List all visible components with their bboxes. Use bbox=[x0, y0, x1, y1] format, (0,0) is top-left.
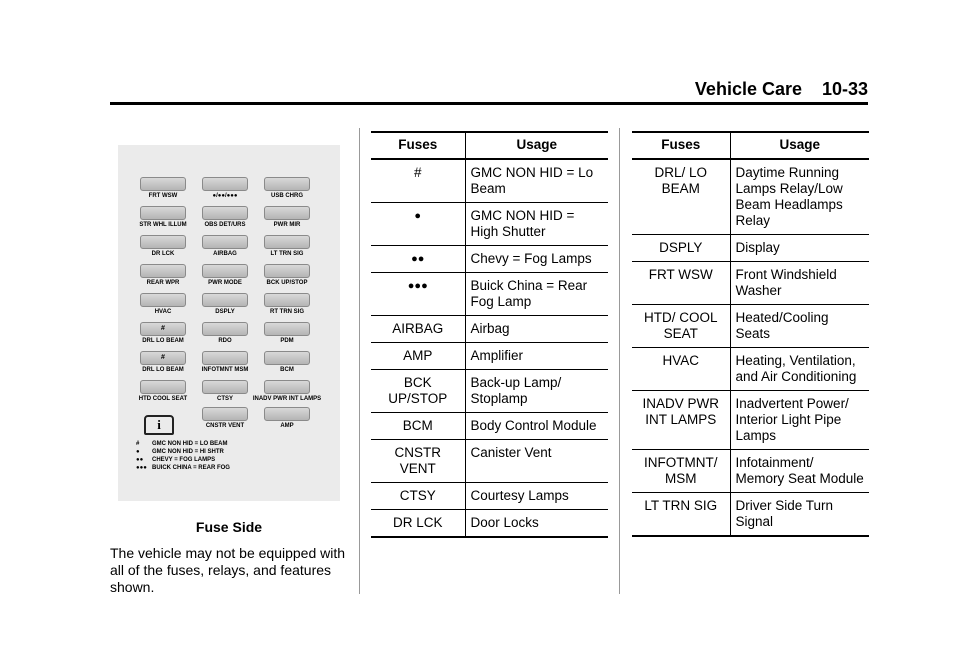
fuse-slot-label: INADV PWR INT LAMPS bbox=[252, 396, 322, 402]
fuse-slot-label: HVAC bbox=[154, 309, 172, 315]
fuse-usage-cell: Infotainment/ Memory Seat Module bbox=[730, 450, 869, 493]
fuse-slot: # bbox=[140, 322, 186, 336]
fuse-slot-label: OBS DET/URS bbox=[204, 222, 246, 228]
fuse-slot-label: USB CHRG bbox=[270, 193, 303, 199]
fuse-usage-cell: GMC NON HID = High Shutter bbox=[465, 203, 608, 246]
fuse-name-cell: FRT WSW bbox=[632, 262, 730, 305]
legend-symbol: ●● bbox=[136, 457, 144, 463]
fuse-slot-label: REAR WPR bbox=[146, 280, 180, 286]
fuse-slot-label: DSPLY bbox=[215, 309, 235, 315]
legend-row bbox=[136, 456, 230, 464]
fuse-slot bbox=[264, 351, 310, 365]
fuse-slot bbox=[140, 235, 186, 249]
fuse-slot-label: BCM bbox=[280, 367, 294, 373]
fuse-usage-cell: Chevy = Fog Lamps bbox=[465, 246, 608, 273]
fuse-slot bbox=[202, 264, 248, 278]
fuse-slot-label: ●/●●/●●● bbox=[212, 193, 238, 199]
fuse-usage-cell: Heated/Cooling Seats bbox=[730, 305, 869, 348]
legend-symbol: ● bbox=[136, 449, 140, 455]
fuse-slot-label: RDO bbox=[218, 338, 232, 344]
fuse-name-cell: AMP bbox=[371, 343, 465, 370]
fuse-usage-cell: Display bbox=[730, 235, 869, 262]
table-row bbox=[371, 273, 608, 316]
table2-header-usage: Usage bbox=[730, 132, 869, 159]
fuse-slot bbox=[140, 380, 186, 394]
table-row bbox=[632, 235, 869, 262]
fuse-name-cell: # bbox=[371, 159, 465, 203]
fuse-usage-cell: Front Windshield Washer bbox=[730, 262, 869, 305]
fuse-name-cell: HVAC bbox=[632, 348, 730, 391]
fuse-usage-cell: Canister Vent bbox=[465, 440, 608, 483]
fuse-usage-cell: Courtesy Lamps bbox=[465, 483, 608, 510]
diagram-caption: Fuse Side bbox=[195, 519, 263, 535]
fuse-usage-cell: Daytime Running Lamps Relay/Low Beam Headlamps Relay bbox=[730, 159, 869, 235]
fuse-table-1 bbox=[371, 131, 608, 538]
page-number: 10-33 bbox=[821, 79, 868, 99]
fuse-usage-cell: Amplifier bbox=[465, 343, 608, 370]
fuse-name-cell: BCM bbox=[371, 413, 465, 440]
fuse-usage-cell: Heating, Ventilation, and Air Conditioning bbox=[730, 348, 869, 391]
fuse-slot-label: CNSTR VENT bbox=[205, 423, 245, 429]
fuse-table-2 bbox=[632, 131, 869, 537]
legend-symbol: # bbox=[136, 441, 140, 447]
table-row bbox=[632, 305, 869, 348]
fuse-name-cell: INFOTMNT/ MSM bbox=[632, 450, 730, 493]
fuse-slot bbox=[264, 264, 310, 278]
fuse-name-cell: ● bbox=[371, 203, 465, 246]
table-row bbox=[371, 203, 608, 246]
fuse-slot-label: RT TRN SIG bbox=[270, 309, 304, 315]
legend-row bbox=[136, 464, 230, 472]
fuse-slot-label: PWR MIR bbox=[273, 222, 301, 228]
legend-text: GMC NON HID = HI SHTR bbox=[152, 449, 224, 455]
fuse-slot bbox=[264, 177, 310, 191]
fuse-slot bbox=[202, 293, 248, 307]
diagram-legend bbox=[136, 440, 230, 472]
fuse-usage-cell: GMC NON HID = Lo Beam bbox=[465, 159, 608, 203]
fuse-slot-label: HTD COOL SEAT bbox=[138, 396, 188, 402]
fuse-name-cell: DR LCK bbox=[371, 510, 465, 538]
fuse-usage-cell: Door Locks bbox=[465, 510, 608, 538]
fuse-slot bbox=[264, 206, 310, 220]
table-row bbox=[371, 440, 608, 483]
fuse-slot-label: CTSY bbox=[216, 396, 233, 402]
fuse-slot-label: FRT WSW bbox=[148, 193, 178, 199]
fuse-slot bbox=[202, 351, 248, 365]
fuse-slot-label: AMP bbox=[280, 423, 294, 429]
fuse-slot-label: DR LCK bbox=[151, 251, 175, 257]
fuse-slot bbox=[264, 407, 310, 421]
fuse-usage-cell: Body Control Module bbox=[465, 413, 608, 440]
fuse-name-cell: LT TRN SIG bbox=[632, 493, 730, 537]
fuse-name-cell: DRL/ LO BEAM bbox=[632, 159, 730, 235]
fuse-slot-label: AIRBAG bbox=[213, 251, 237, 257]
fuse-slot-label: PWR MODE bbox=[208, 280, 242, 286]
fuse-usage-cell: Back-up Lamp/ Stoplamp bbox=[465, 370, 608, 413]
book-info-icon: i bbox=[144, 415, 174, 435]
table-row bbox=[632, 262, 869, 305]
fuse-diagram bbox=[118, 145, 340, 501]
fuse-name-cell: BCK UP/STOP bbox=[371, 370, 465, 413]
fuse-slot-label: DRL LO BEAM bbox=[142, 367, 184, 373]
fuse-name-cell: AIRBAG bbox=[371, 316, 465, 343]
table2-header-fuses: Fuses bbox=[632, 132, 730, 159]
fuse-name-cell: ●●● bbox=[371, 273, 465, 316]
fuse-name-cell: DSPLY bbox=[632, 235, 730, 262]
page-header-title: Vehicle Care bbox=[694, 79, 802, 99]
fuse-usage-cell: Airbag bbox=[465, 316, 608, 343]
table-row bbox=[632, 159, 869, 235]
fuse-slot bbox=[140, 206, 186, 220]
fuse-usage-cell: Buick China = Rear Fog Lamp bbox=[465, 273, 608, 316]
header-rule bbox=[110, 102, 868, 105]
fuse-slot-label: STR WHL ILLUM bbox=[139, 222, 187, 228]
table-row bbox=[371, 316, 608, 343]
fuse-slot bbox=[140, 177, 186, 191]
fuse-slot-label: LT TRN SIG bbox=[270, 251, 304, 257]
fuse-slot bbox=[202, 322, 248, 336]
fuse-usage-cell: Driver Side Turn Signal bbox=[730, 493, 869, 537]
table-row bbox=[371, 510, 608, 538]
legend-symbol: ●●● bbox=[136, 465, 147, 471]
fuse-name-cell: ●● bbox=[371, 246, 465, 273]
fuse-name-cell: CTSY bbox=[371, 483, 465, 510]
fuse-slot bbox=[202, 235, 248, 249]
fuse-slot bbox=[202, 206, 248, 220]
fuse-name-cell: INADV PWR INT LAMPS bbox=[632, 391, 730, 450]
fuse-slot bbox=[140, 293, 186, 307]
table-row bbox=[632, 450, 869, 493]
table-row bbox=[371, 246, 608, 273]
legend-row bbox=[136, 440, 230, 448]
fuse-slot-label: BCK UP/STOP bbox=[266, 280, 308, 286]
table-row bbox=[371, 343, 608, 370]
fuse-slot-label: PDM bbox=[280, 338, 294, 344]
table-row bbox=[632, 348, 869, 391]
fuse-slot bbox=[140, 264, 186, 278]
table-row bbox=[371, 483, 608, 510]
table1-header-fuses: Fuses bbox=[371, 132, 465, 159]
legend-text: GMC NON HID = LO BEAM bbox=[152, 441, 228, 447]
fuse-slot bbox=[264, 322, 310, 336]
table-row bbox=[632, 493, 869, 537]
fuse-slot: # bbox=[140, 351, 186, 365]
fuse-slot bbox=[264, 235, 310, 249]
fuse-slot bbox=[202, 380, 248, 394]
table1-header-usage: Usage bbox=[465, 132, 608, 159]
fuse-slot-label: INFOTMNT MSM bbox=[201, 367, 249, 373]
fuse-name-cell: CNSTR VENT bbox=[371, 440, 465, 483]
fuse-usage-cell: Inadvertent Power/ Interior Light Pipe Lamps bbox=[730, 391, 869, 450]
table-row bbox=[632, 391, 869, 450]
legend-text: BUICK CHINA = REAR FOG bbox=[152, 465, 230, 471]
table-row bbox=[371, 159, 608, 203]
fuse-slot bbox=[202, 407, 248, 421]
table-row bbox=[371, 413, 608, 440]
legend-row bbox=[136, 448, 230, 456]
fuse-slot bbox=[202, 177, 248, 191]
legend-text: CHEVY = FOG LAMPS bbox=[152, 457, 216, 463]
column-divider-1 bbox=[359, 128, 360, 594]
fuse-name-cell: HTD/ COOL SEAT bbox=[632, 305, 730, 348]
table-row bbox=[371, 370, 608, 413]
fuse-slot bbox=[264, 380, 310, 394]
fuse-slot-label: DRL LO BEAM bbox=[142, 338, 184, 344]
column-divider-2 bbox=[619, 128, 620, 594]
fuse-slot bbox=[264, 293, 310, 307]
equipment-note: The vehicle may not be equipped with all of the fuses, relays, and features shown. bbox=[110, 545, 346, 595]
